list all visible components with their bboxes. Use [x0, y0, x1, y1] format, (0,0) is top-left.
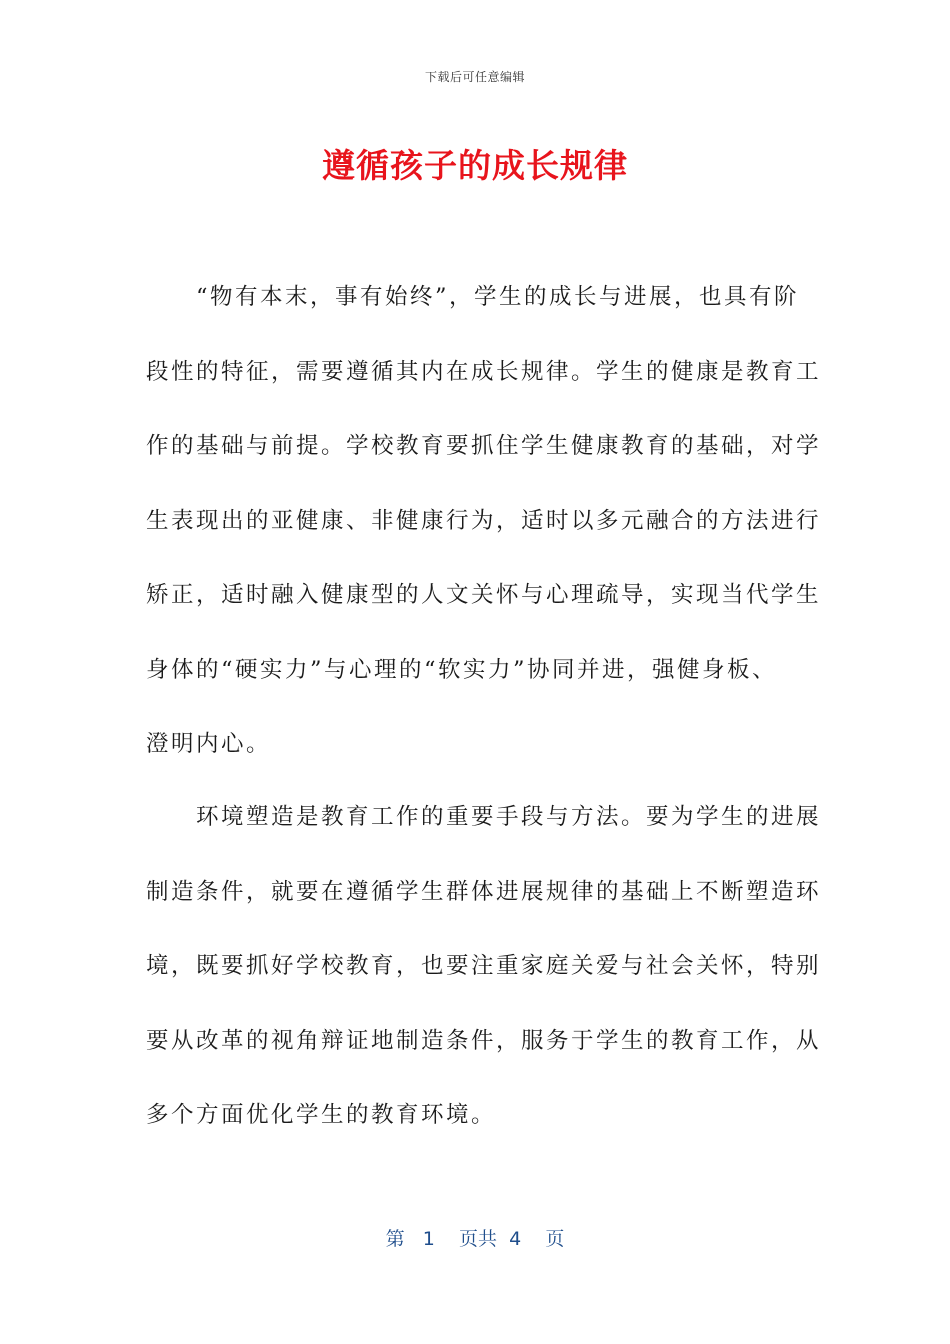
paragraph-line: 环境塑造是教育工作的重要手段与方法。要为学生的进展 [146, 804, 822, 830]
page-label-prefix: 第 [385, 1228, 405, 1250]
paragraph-line: 多个方面优化学生的教育环境。 [146, 1102, 497, 1128]
paragraph-line: 作的基础与前提。学校教育要抓住学生健康教育的基础，对学 [146, 433, 822, 459]
paragraph-1 [146, 260, 822, 782]
paragraph-line: 段性的特征，需要遵循其内在成长规律。学生的健康是教育工 [146, 358, 822, 385]
paragraph-line: 制造条件，就要在遵循学生群体进展规律的基础上不断塑造环 [146, 878, 822, 905]
page-label-suffix: 页 [545, 1228, 565, 1250]
paragraph-line: 矫正，适时融入健康型的人文关怀与心理疏导，实现当代学生 [146, 582, 822, 608]
current-page-number: 1 [422, 1228, 435, 1250]
paragraph-line: 生表现出的亚健康、非健康行为，适时以多元融合的方法进行 [146, 507, 822, 534]
document-title: 遵循孩子的成长规律 [322, 146, 628, 185]
paragraph-2 [146, 780, 822, 1153]
paragraph-line: “物有本末，事有始终”，学生的成长与进展，也具有阶 [146, 284, 800, 310]
paragraph-line: 境，既要抓好学校教育，也要注重家庭关爱与社会关怀，特别 [146, 953, 822, 979]
page-footer [0, 1224, 950, 1251]
total-pages-number: 4 [509, 1228, 522, 1250]
header-note: 下载后可任意编辑 [424, 70, 525, 84]
paragraph-line: 澄明内心。 [146, 731, 272, 757]
paragraph-line: 要从改革的视角辩证地制造条件，服务于学生的教育工作，从 [146, 1027, 822, 1054]
paragraph-line: 身体的“硬实力”与心理的“软实力”协同并进，强健身板、 [146, 656, 778, 683]
page-label-middle: 页共 [459, 1228, 498, 1250]
